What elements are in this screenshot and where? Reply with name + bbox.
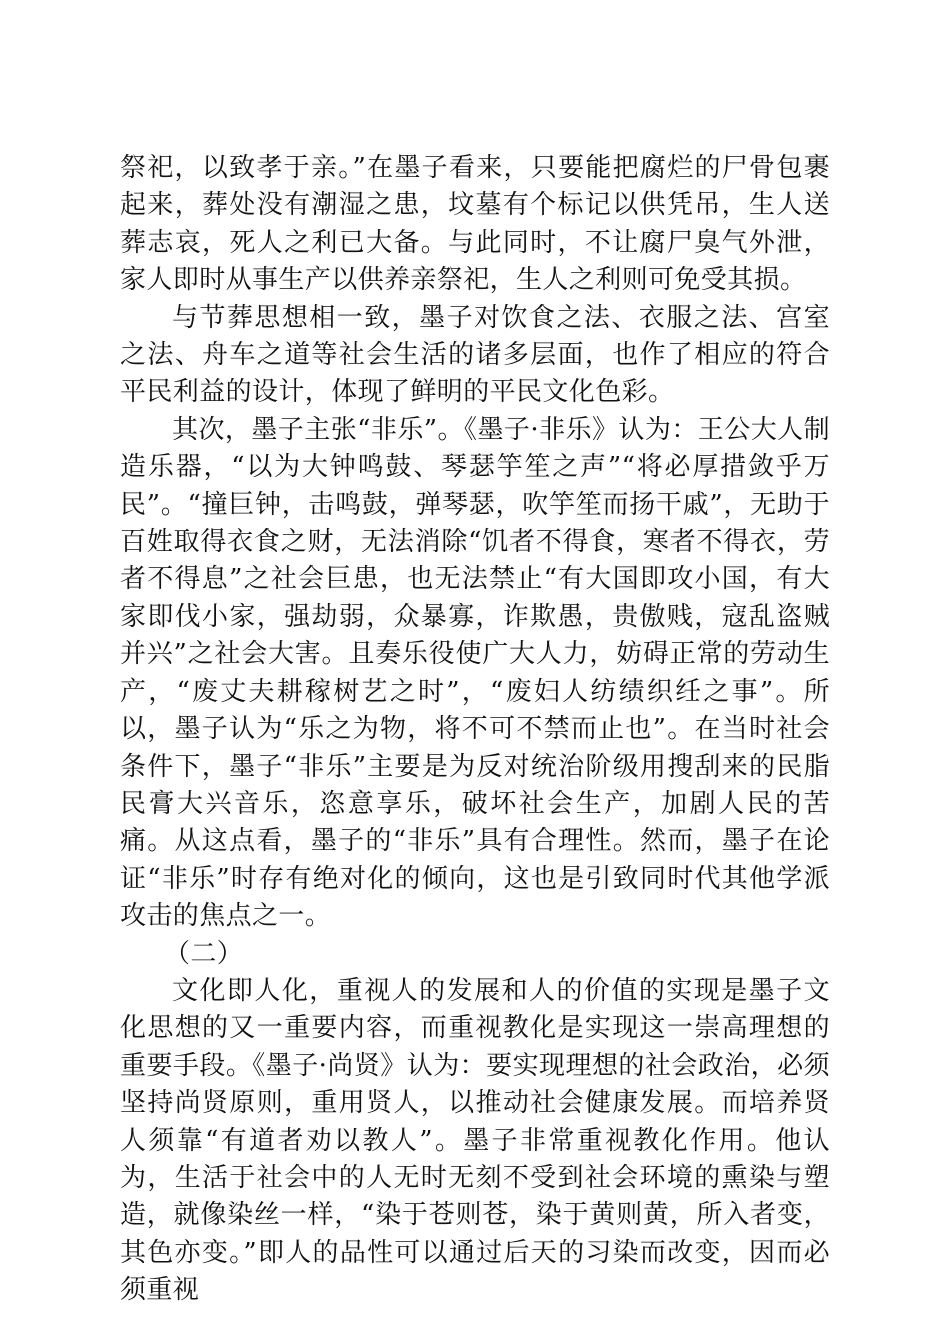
paragraph-funeral-conclusion: 祭祀，以致孝于亲。”在墨子看来，只要能把腐烂的尸骨包裹起来，葬处没有潮湿之患，坟墓有个标记以供凭吊，生人送葬志哀，死人之利已大备。与此同时，不让腐尸臭气外泄，家人即时从事生产以供养亲祭祀，生人之利则可免受其损。: [120, 153, 830, 296]
paragraph-education: 文化即人化，重视人的发展和人的价值的实现是墨子文化思想的又一重要内容，而重视教化是实现这一崇高理想的重要手段。《墨子·尚贤》认为：要实现理想的社会政治，必须坚持尚贤原则，重用贤人，以推动社会健康发展。而培养贤人须靠“有道者劝以教人”。墨子非常重视教化作用。他认为，生活于社会中的人无时无刻不受到社会环境的熏染与塑造，就像染丝一样，“染于苍则苍，染于黄则黄，所入者变，其色亦变。”即人的品性可以通过后天的习染而改变，因而必须重视: [120, 975, 830, 1306]
section-heading-two: （二）: [164, 938, 244, 969]
paragraph-commoner-culture: 与节葬思想相一致，墨子对饮食之法、衣服之法、宫室之法、舟车之道等社会生活的诸多层面，也作了相应的符合平民利益的设计，体现了鲜明的平民文化色彩。: [120, 302, 830, 408]
document-body: [120, 150, 830, 1310]
paragraph-fei-yue: 其次，墨子主张“非乐”。《墨子·非乐》认为：王公大人制造乐器，“以为大钟鸣鼓、琴瑟竽笙之声”“将必厚措敛乎万民”。“撞巨钟，击鸣鼓，弹琴瑟，吹竽笙而扬干戚”，无助于百姓取得衣食之财，无法消除“饥者不得食，寒者不得衣，劳者不得息”之社会巨患，也无法禁止“有大国即攻小国，有大家即伐小家，强劫弱，众暴寡，诈欺愚，贵傲贱，寇乱盗贼并兴”之社会大害。且奏乐役使广大人力，妨碍正常的劳动生产，“废丈夫耕稼树艺之时”，“废妇人纺绩织纴之事”。所以，墨子认为“乐之为物，将不可不禁而止也”。在当时社会条件下，墨子“非乐”主要是为反对统治阶级用搜刮来的民脂民膏大兴音乐，恣意享乐，破坏社会生产，加剧人民的苦痛。从这点看，墨子的“非乐”具有合理性。然而，墨子在论证“非乐”时存有绝对化的倾向，这也是引致同时代其他学派攻击的焦点之一。: [120, 414, 830, 932]
